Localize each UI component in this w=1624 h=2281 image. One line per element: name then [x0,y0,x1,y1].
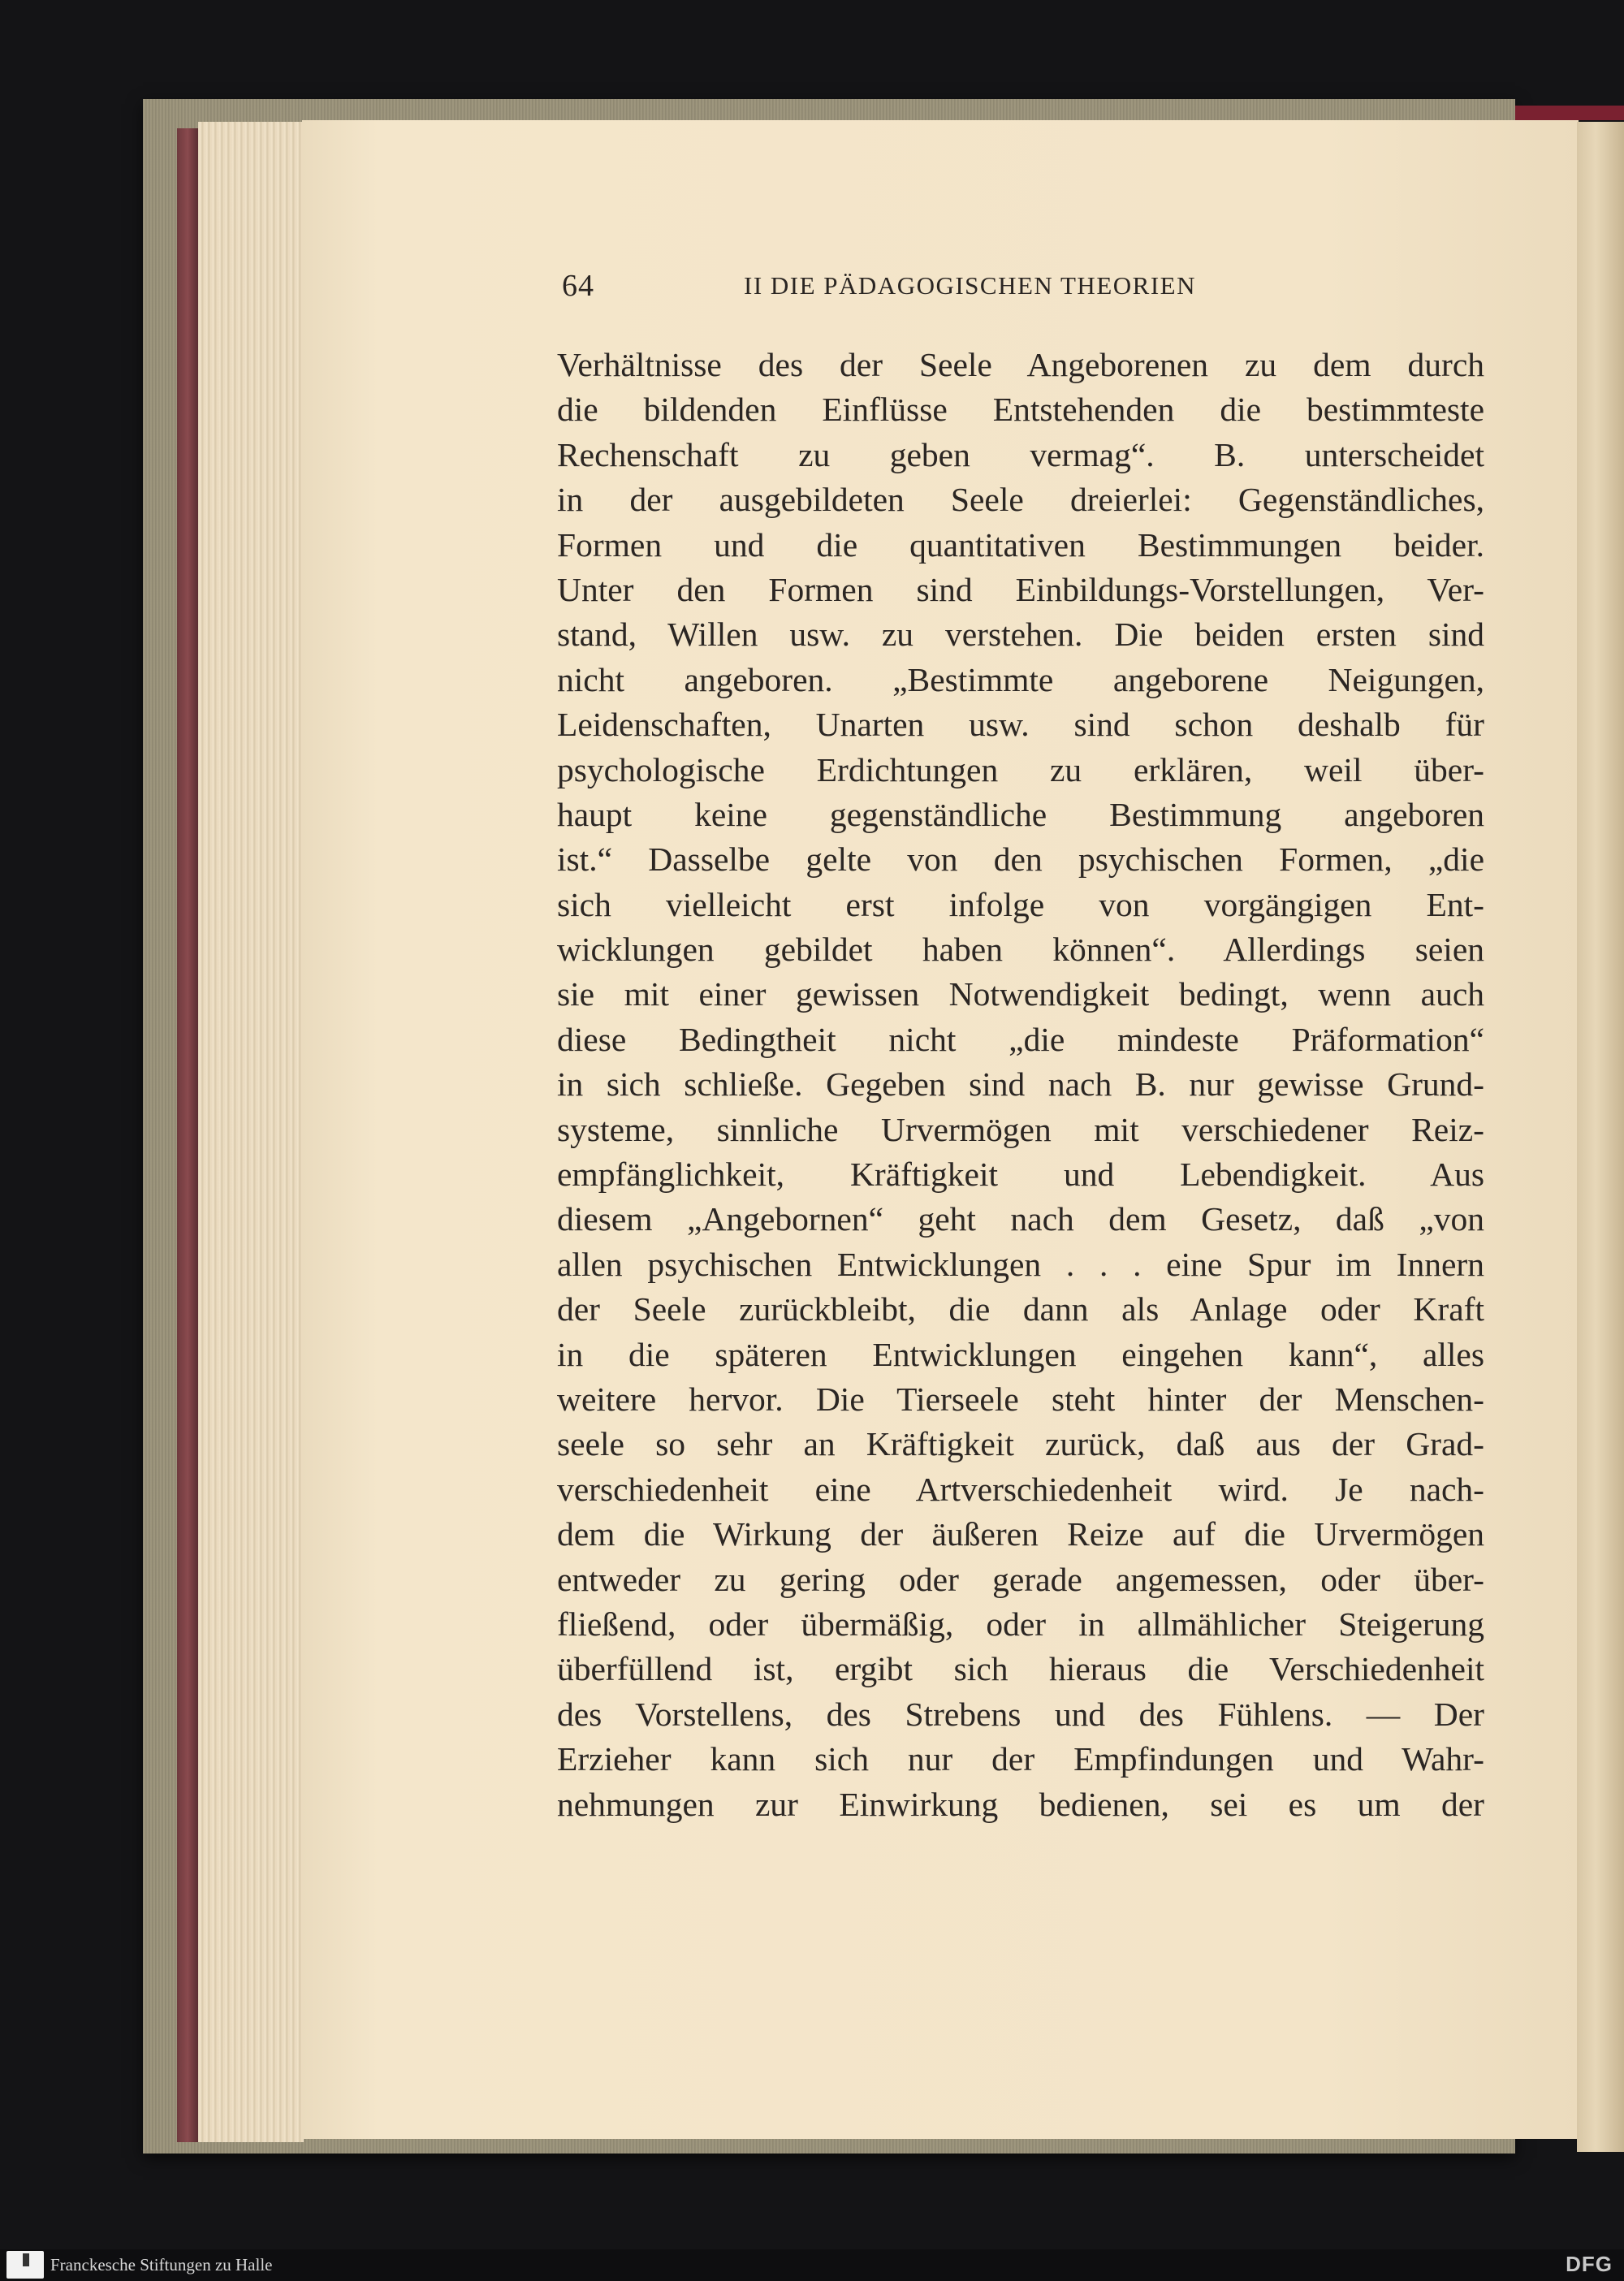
text-line: psychologische Erdichtungen zu erklären, weil über- [557,750,1484,788]
text-line: die bildenden Einflüsse Entstehenden die bestimmteste [557,391,1484,429]
text-line: verschiedenheit eine Artverschiedenheit wird. Je nach- [557,1470,1484,1508]
text-line: Erzieher kann sich nur der Empfindungen und Wahr- [557,1740,1484,1778]
text-line: ist.“ Dasselbe gelte von den psychischen Formen, „die [557,840,1484,879]
text-line: in die späteren Entwicklungen eingehen kann“, alles [557,1335,1484,1373]
text-line: diese Bedingtheit nicht „die mindeste Präformation“ [557,1020,1484,1058]
text-line: fließend, oder übermäßig, oder in allmählicher Steigerung [557,1605,1484,1643]
body-text [557,343,1484,1827]
institution-logo [6,2251,44,2279]
text-line: der Seele zurückbleibt, die dann als Anlage oder Kraft [557,1290,1484,1328]
running-head: II DIE PÄDAGOGISCHEN THEORIEN [744,271,1196,300]
text-line: überfüllend ist, ergibt sich hieraus die Verschiedenheit [557,1650,1484,1688]
text-line: dem die Wirkung der äußeren Reize auf die Urvermögen [557,1515,1484,1553]
text-line: sich vielleicht erst infolge von vorgängigen Ent- [557,885,1484,923]
text-line: nicht angeboren. „Bestimmte angeborene Neigungen, [557,660,1484,698]
text-line: sie mit einer gewissen Notwendigkeit bedingt, wenn auch [557,975,1484,1013]
text-line: empfänglichkeit, Kräftigkeit und Lebendigkeit. Aus [557,1156,1484,1194]
text-line: seele so sehr an Kräftigkeit zurück, daß aus der Grad- [557,1425,1484,1463]
text-line: Verhältnisse des der Seele Angeborenen zu dem durch [557,346,1484,383]
text-line: stand, Willen usw. zu verstehen. Die beiden ersten sind [557,616,1484,654]
text-line: diesem „Angebornen“ geht nach dem Gesetz, daß „von [557,1200,1484,1238]
dfg-logo: DFG [1566,2252,1613,2276]
text-line: wicklungen gebildet haben können“. Allerdings seien [557,931,1484,969]
text-line: in sich schließe. Gegeben sind nach B. nur gewisse Grund- [557,1065,1484,1104]
institution-label: Franckesche Stiftungen zu Halle [50,2255,273,2275]
text-line: haupt keine gegenständliche Bestimmung angeboren [557,795,1484,833]
text-line: weitere hervor. Die Tierseele steht hinter der Menschen- [557,1380,1484,1418]
logo-figure-icon [23,2253,29,2266]
text-line: Leidenschaften, Unarten usw. sind schon deshalb für [557,706,1484,744]
text-line: in der ausgebildeten Seele dreierlei: Gegenständliches, [557,481,1484,519]
page-header [562,268,1484,317]
text-line: systeme, sinnliche Urvermögen mit verschiedener Reiz- [557,1110,1484,1148]
text-line: allen psychischen Entwicklungen . . . eine Spur im Innern [557,1245,1484,1283]
bookmark-ribbon [1515,106,1624,120]
text-line: Rechenschaft zu geben vermag“. B. unterscheidet [557,435,1484,473]
page-number: 64 [562,269,594,303]
text-line: entweder zu gering oder gerade angemessen, oder über- [557,1560,1484,1598]
spine-edge [177,128,198,2142]
text-line: Formen und die quantitativen Bestimmungen beider. [557,525,1484,564]
text-line: Unter den Formen sind Einbildungs-Vorstellungen, Ver- [557,570,1484,608]
text-line: nehmungen zur Einwirkung bedienen, sei es um der [557,1785,1484,1823]
facing-page-edge [1577,122,1624,2152]
page-edges [198,122,304,2142]
text-line: des Vorstellens, des Strebens und des Fühlens. — Der [557,1695,1484,1733]
